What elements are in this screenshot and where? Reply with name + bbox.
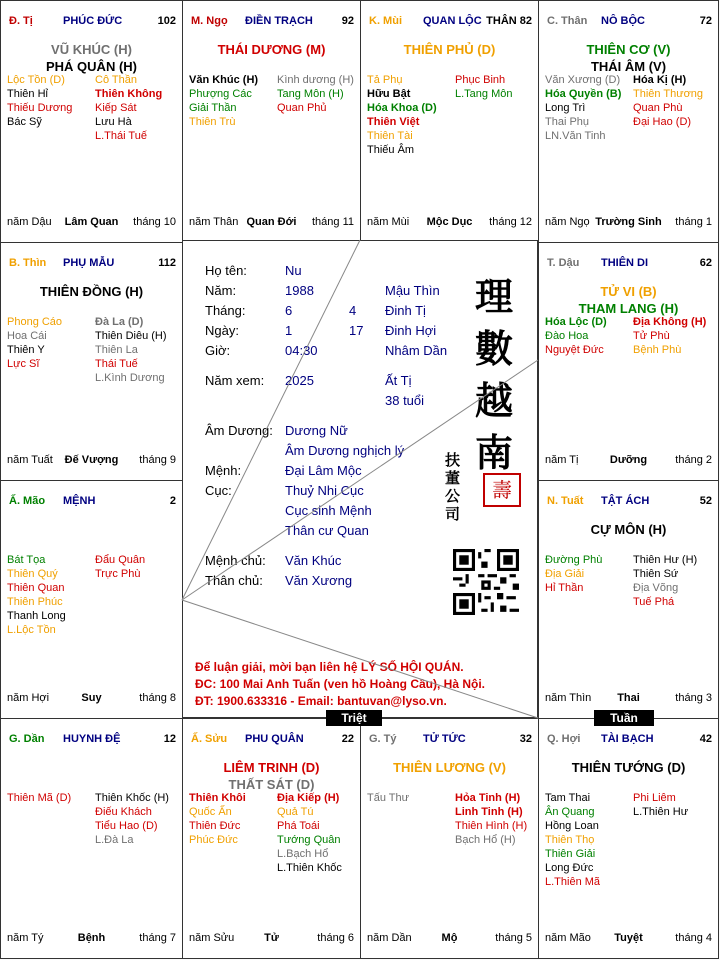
palace-footer <box>545 692 712 706</box>
footer-year: năm Sửu <box>189 932 235 944</box>
palace-name: ĐIỀN TRẠCH <box>245 15 313 27</box>
footer-year: năm Ngọ <box>545 216 590 228</box>
label-ngay: Ngày: <box>205 323 239 338</box>
value-ngay-am-num: 17 <box>349 323 364 338</box>
triet-marker: Triệt <box>326 710 382 726</box>
label-thang: Tháng: <box>205 303 246 318</box>
minor-star: Đường Phù <box>545 554 603 566</box>
label-than-chu: Thân chủ: <box>205 573 263 588</box>
minor-star: Đẩu Quân <box>95 554 146 566</box>
calligraphy-char: 南 <box>475 430 514 475</box>
minor-star: Đào Hoa <box>545 330 589 342</box>
palace-header <box>547 495 712 509</box>
palace-cell[interactable] <box>0 480 183 719</box>
star-column-left <box>545 553 631 595</box>
contact-line-2: ĐC: 100 Mai Anh Tuấn (ven hồ Hoàng Cầu), Hà Nội. <box>195 677 486 691</box>
footer-phase: Quan Đới <box>246 216 297 228</box>
value-ho-ten: Nu <box>285 263 302 278</box>
value-thang-am-num: 4 <box>349 303 357 318</box>
minor-star: L.Thiên Mã <box>545 876 601 888</box>
minor-star: Thai Phụ <box>545 116 590 128</box>
minor-star: Bác Sỹ <box>7 116 42 128</box>
label-menh-chu: Mệnh chủ: <box>205 553 266 568</box>
main-star: THIÊN ĐỒNG (H) <box>39 284 144 299</box>
footer-phase: Lâm Quan <box>64 216 119 228</box>
minor-star: Địa Không (H) <box>633 316 707 328</box>
footer-year: năm Dần <box>367 932 412 944</box>
star-column-left <box>189 791 275 847</box>
palace-footer <box>545 216 712 230</box>
minor-star: Thiên Giải <box>545 848 596 860</box>
contact-line-1: Để luận giải, mời bạn liên hệ LÝ SỐ HỘI QUÁN. <box>195 660 464 674</box>
palace-header <box>369 15 532 29</box>
main-star: LIÊM TRINH (D) <box>223 760 320 775</box>
star-column-left <box>189 73 275 129</box>
minor-star: Thiên Khôi <box>189 792 246 804</box>
main-star: THIÊN PHỦ (D) <box>403 42 496 57</box>
minor-star: Hóa Khoa (D) <box>367 102 437 114</box>
palace-footer <box>7 216 176 230</box>
main-stars <box>183 759 360 793</box>
minor-star: Tam Thai <box>545 792 591 804</box>
minor-star: Tang Môn (H) <box>277 88 344 100</box>
palace-name: TẬT ÁCH <box>601 495 650 507</box>
value-nam-xem: 2025 <box>285 373 314 388</box>
palace-cell[interactable] <box>0 718 183 959</box>
palace-cell[interactable] <box>182 0 361 243</box>
main-star: VŨ KHÚC (H) <box>51 42 132 57</box>
minor-star: Bệnh Phù <box>633 344 682 356</box>
minor-star: Điếu Khách <box>95 806 152 818</box>
minor-star: Giải Thần <box>189 102 237 114</box>
minor-star: Địa Võng <box>633 582 679 594</box>
palace-cell[interactable] <box>0 0 183 243</box>
minor-star: Thiên Không <box>95 88 163 100</box>
palace-position: K. Mùi <box>369 15 402 27</box>
minor-star: L.Kình Dương <box>95 372 165 384</box>
main-star: TỬ VI (B) <box>600 284 657 299</box>
minor-star: Lộc Tồn (D) <box>7 74 65 86</box>
star-column-left <box>545 791 631 889</box>
minor-star: Thiên Hư (H) <box>633 554 698 566</box>
minor-star: LN.Văn Tinh <box>545 130 606 142</box>
label-am-duong: Âm Dương: <box>205 423 273 438</box>
palace-header <box>191 733 354 747</box>
contact-line-3[interactable]: ĐT: 1900.633316 - Email: bantuvan@lyso.vn. <box>195 694 447 708</box>
minor-star: L.Thiên Hư <box>633 806 689 818</box>
palace-name: NÔ BỘC <box>601 15 645 27</box>
minor-star: Trực Phù <box>95 568 141 580</box>
palace-cell[interactable] <box>538 718 719 959</box>
palace-name: TÀI BẠCH <box>601 733 654 745</box>
palace-number: 52 <box>699 495 712 507</box>
minor-star: Hỉ Thần <box>545 582 584 594</box>
minor-star: Lực Sĩ <box>7 358 40 370</box>
palace-header <box>547 15 712 29</box>
label-cuc: Cục: <box>205 483 232 498</box>
value-ngay-am: Đinh Hợi <box>385 323 437 338</box>
minor-star: Thiên La <box>95 344 138 356</box>
red-seal-stamp: 壽 <box>483 473 521 507</box>
palace-position: Ấ. Mão <box>9 495 46 507</box>
palace-position: G. Tý <box>369 733 397 745</box>
minor-star: Thiên Trù <box>189 116 236 128</box>
footer-month: tháng 3 <box>675 692 712 704</box>
value-thang-am: Đinh Tị <box>385 303 426 318</box>
palace-footer <box>7 932 176 946</box>
palace-cell[interactable] <box>538 242 719 481</box>
palace-position: G. Dần <box>9 733 45 745</box>
minor-star: Tuế Phá <box>633 596 675 608</box>
minor-star: Địa Giải <box>545 568 585 580</box>
palace-number: 102 <box>157 15 176 27</box>
star-column-right <box>633 73 719 129</box>
minor-star: Bạch Hổ (H) <box>455 834 516 846</box>
star-column-left <box>7 315 93 371</box>
main-star: THIÊN TƯỚNG (D) <box>571 760 686 775</box>
minor-star: Hữu Bật <box>367 88 411 100</box>
minor-star: Cô Thần <box>95 74 137 86</box>
palace-header <box>369 733 532 747</box>
palace-header <box>9 257 176 271</box>
footer-phase: Dưỡng <box>609 454 648 466</box>
star-column-left <box>367 73 453 157</box>
minor-star: Thiên Phúc <box>7 596 63 608</box>
palace-number: 42 <box>699 733 712 745</box>
minor-star: Kiếp Sát <box>95 102 137 114</box>
star-column-right <box>95 791 181 847</box>
palace-footer <box>7 454 176 468</box>
minor-star: L.Bạch Hổ <box>277 848 329 860</box>
palace-name: QUAN LỘC <box>423 15 482 27</box>
star-column-right <box>633 315 719 357</box>
palace-position: N. Tuất <box>547 495 584 507</box>
minor-star: Hồng Loan <box>545 820 599 832</box>
main-star: PHÁ QUÂN (H) <box>46 59 137 74</box>
minor-star: Thiên Thọ <box>545 834 595 846</box>
value-am-duong-2: Âm Dương nghịch lý <box>285 443 405 458</box>
palace-footer <box>367 216 532 230</box>
minor-star: Bát Tọa <box>7 554 46 566</box>
value-nam-xem-am: Ất Tị <box>385 373 412 388</box>
value-cuc-2: Cục sinh Mệnh <box>285 503 372 518</box>
palace-header <box>191 15 354 29</box>
value-cuc-3: Thân cư Quan <box>285 523 369 538</box>
main-star: THÁI DƯƠNG (M) <box>217 42 326 57</box>
minor-star: L.Đà La <box>95 834 134 846</box>
minor-star: Long Trì <box>545 102 586 114</box>
footer-month: tháng 4 <box>675 932 712 944</box>
value-ngay-duong: 1 <box>285 323 293 338</box>
minor-star: L.Thiên Khốc <box>277 862 342 874</box>
minor-star: Thiên Tài <box>367 130 413 142</box>
palace-name: HUYNH ĐỆ <box>63 733 121 745</box>
value-gio-am: Nhâm Dần <box>385 343 448 358</box>
minor-star: Phục Binh <box>455 74 506 86</box>
main-stars <box>183 41 360 58</box>
palace-header <box>9 495 176 509</box>
footer-year: năm Dậu <box>7 216 52 228</box>
contact-block <box>195 659 535 710</box>
main-star: THẤT SÁT (D) <box>228 777 315 792</box>
palace-header <box>9 733 176 747</box>
footer-year: năm Mùi <box>367 216 410 228</box>
palace-number: 32 <box>519 733 532 745</box>
palace-cell[interactable] <box>538 0 719 243</box>
main-star: THIÊN LƯƠNG (V) <box>393 760 506 775</box>
minor-star: L.Tang Môn <box>455 88 513 100</box>
star-column-right <box>455 73 539 101</box>
footer-phase: Suy <box>81 692 102 704</box>
star-column-left <box>545 73 631 143</box>
palace-name: MỆNH <box>63 495 96 507</box>
value-than-chu: Văn Xương <box>285 573 353 588</box>
footer-year: năm Tị <box>545 454 579 466</box>
value-thang-duong: 6 <box>285 303 293 318</box>
main-stars <box>361 41 538 58</box>
main-star: THIÊN CƠ (V) <box>586 42 671 57</box>
label-nam: Năm: <box>205 283 237 298</box>
star-column-left <box>7 73 93 129</box>
footer-month: tháng 7 <box>139 932 176 944</box>
palace-name: PHU QUÂN <box>245 733 304 745</box>
minor-star: Đại Hao (D) <box>633 116 692 128</box>
minor-star: Quan Phủ <box>277 102 327 114</box>
minor-star: Lưu Hà <box>95 116 132 128</box>
minor-star: Tử Phù <box>633 330 670 342</box>
minor-star: Thiên Thương <box>633 88 704 100</box>
palace-header <box>9 15 176 29</box>
main-star: THÁI ÂM (V) <box>590 59 667 74</box>
star-column-right <box>95 315 181 385</box>
minor-star: Thiên Diêu (H) <box>95 330 167 342</box>
label-nam-xem: Năm xem: <box>205 373 265 388</box>
star-column-right <box>455 791 539 847</box>
minor-star: Hóa Quyền (B) <box>545 88 622 100</box>
palace-number: 72 <box>699 15 712 27</box>
minor-star: Hóa Kị (H) <box>633 74 687 86</box>
palace-footer <box>545 932 712 946</box>
minor-star: Tấu Thư <box>367 792 410 804</box>
value-cuc: Thuỷ Nhị Cục <box>285 483 364 498</box>
minor-star: Tiểu Hao (D) <box>95 820 158 832</box>
palace-number: 22 <box>341 733 354 745</box>
palace-name: THIÊN DI <box>601 257 649 269</box>
palace-position: C. Thân <box>547 15 588 27</box>
minor-star: L.Thái Tuế <box>95 130 147 142</box>
calligraphy-logo <box>475 271 513 479</box>
footer-month: tháng 10 <box>133 216 176 228</box>
minor-star: Đà La (D) <box>95 316 144 328</box>
star-column-right <box>633 553 719 609</box>
minor-star: Tả Phụ <box>367 74 403 86</box>
minor-star: Thiếu Dương <box>7 102 73 114</box>
minor-star: Văn Xương (D) <box>545 74 621 86</box>
minor-star: Thiên Quý <box>7 568 58 580</box>
footer-year: năm Thìn <box>545 692 592 704</box>
palace-cell[interactable] <box>0 242 183 481</box>
star-column-right <box>95 553 181 581</box>
main-stars <box>539 41 718 75</box>
footer-phase: Đế Vượng <box>64 454 119 466</box>
footer-month: tháng 11 <box>311 216 354 228</box>
minor-star: Địa Kiếp (H) <box>277 792 340 804</box>
palace-position: T. Dậu <box>547 257 580 269</box>
star-column-right <box>95 73 181 143</box>
palace-footer <box>7 692 176 706</box>
footer-month: tháng 5 <box>495 932 532 944</box>
footer-phase: Mộ <box>441 932 458 944</box>
minor-star: Thiên Đức <box>189 820 241 832</box>
minor-star: Văn Khúc (H) <box>189 74 259 86</box>
palace-number: 92 <box>341 15 354 27</box>
palace-footer <box>189 216 354 230</box>
star-column-left <box>7 791 93 805</box>
minor-star: Phá Toái <box>277 820 320 832</box>
footer-year: năm Mão <box>545 932 591 944</box>
minor-star: Phúc Đức <box>189 834 238 846</box>
palace-cell[interactable] <box>182 718 361 959</box>
value-nam-am: Mậu Thìn <box>385 283 440 298</box>
calligraphy-char: 理 <box>475 274 514 319</box>
calligraphy-char: 越 <box>475 378 514 423</box>
footer-phase: Tử <box>264 932 279 944</box>
palace-position: Đ. Tị <box>9 15 33 27</box>
label-menh: Mệnh: <box>205 463 242 478</box>
footer-month: tháng 9 <box>139 454 176 466</box>
minor-star: Quả Tú <box>277 806 314 818</box>
minor-star: Phi Liêm <box>633 792 676 804</box>
palace-header <box>547 257 712 271</box>
palace-position: B. Thìn <box>9 257 47 269</box>
footer-year: năm Tuất <box>7 454 53 466</box>
small-calligraphy: 扶 董 公 司 <box>445 451 461 523</box>
footer-phase: Mộc Dục <box>426 216 473 228</box>
palace-footer <box>545 454 712 468</box>
palace-number: 112 <box>158 257 176 269</box>
footer-phase: Trường Sinh <box>595 216 662 228</box>
star-column-right <box>277 791 361 875</box>
star-column-left <box>367 791 453 805</box>
minor-star: Hoa Cái <box>7 330 47 342</box>
main-stars <box>539 283 718 317</box>
minor-star: Hỏa Tinh (H) <box>455 792 521 804</box>
calligraphy-char: 數 <box>475 326 514 371</box>
value-tuoi: 38 tuổi <box>385 393 425 408</box>
palace-number: 2 <box>169 495 176 507</box>
palace-name: TỬ TỨC <box>423 733 466 745</box>
minor-star: Ân Quang <box>545 806 595 818</box>
minor-star: Thiên Mã (D) <box>7 792 72 804</box>
footer-month: tháng 12 <box>489 216 532 228</box>
minor-star: Linh Tinh (H) <box>455 806 523 818</box>
main-stars <box>1 41 182 75</box>
minor-star: Thiên Việt <box>367 116 420 128</box>
minor-star: Phong Cáo <box>7 316 63 328</box>
minor-star: Hóa Lộc (D) <box>545 316 607 328</box>
footer-month: tháng 2 <box>675 454 712 466</box>
palace-position: Ấ. Sửu <box>191 733 228 745</box>
footer-month: tháng 6 <box>317 932 354 944</box>
minor-star: Phượng Các <box>189 88 252 100</box>
footer-phase: Bệnh <box>77 932 106 944</box>
footer-year: năm Thân <box>189 216 239 228</box>
main-stars <box>361 759 538 776</box>
palace-position: M. Ngọ <box>191 15 228 27</box>
palace-footer <box>189 932 354 946</box>
main-stars <box>539 759 718 776</box>
minor-star: L.Lộc Tồn <box>7 624 56 636</box>
palace-cell[interactable] <box>360 718 539 959</box>
minor-star: Thiên Quan <box>7 582 65 594</box>
minor-star: Nguyệt Đức <box>545 344 604 356</box>
center-info-panel <box>182 240 538 718</box>
footer-month: tháng 8 <box>139 692 176 704</box>
palace-footer <box>367 932 532 946</box>
value-gio: 04:30 <box>285 343 318 358</box>
footer-month: tháng 1 <box>675 216 712 228</box>
footer-year: năm Tý <box>7 932 44 944</box>
star-column-left <box>7 553 93 637</box>
footer-phase: Thai <box>617 692 640 704</box>
minor-star: Thanh Long <box>7 610 66 622</box>
minor-star: Thiên Hình (H) <box>455 820 528 832</box>
tuan-marker: Tuần <box>594 710 654 726</box>
main-star: THAM LANG (H) <box>578 301 679 316</box>
minor-star: Thái Tuế <box>95 358 138 370</box>
minor-star: Quan Phù <box>633 102 683 114</box>
palace-header <box>547 733 712 747</box>
minor-star: Long Đức <box>545 862 594 874</box>
palace-number: THÂN 82 <box>486 15 532 27</box>
minor-star: Thiên Sứ <box>633 568 679 580</box>
minor-star: Thiên Y <box>7 344 45 356</box>
star-column-right <box>277 73 361 115</box>
footer-phase: Tuyệt <box>614 932 643 944</box>
value-menh-chu: Văn Khúc <box>285 553 342 568</box>
minor-star: Thiên Khốc (H) <box>95 792 169 804</box>
minor-star: Kình dương (H) <box>277 74 354 86</box>
minor-star: Thiên Hỉ <box>7 88 48 100</box>
label-gio: Giờ: <box>205 343 231 358</box>
main-stars <box>1 283 182 300</box>
minor-star: Quốc Ấn <box>189 806 232 818</box>
palace-number: 12 <box>163 733 176 745</box>
palace-cell[interactable] <box>360 0 539 243</box>
value-menh: Đại Lâm Mộc <box>285 463 362 478</box>
minor-star: Tướng Quân <box>277 834 341 846</box>
qr-code[interactable] <box>453 549 519 615</box>
footer-year: năm Hợi <box>7 692 50 704</box>
palace-name: PHÚC ĐỨC <box>63 15 123 27</box>
palace-cell[interactable] <box>538 480 719 719</box>
value-am-duong: Dương Nữ <box>285 423 348 438</box>
main-star: CỰ MÔN (H) <box>590 522 667 537</box>
value-nam-duong: 1988 <box>285 283 314 298</box>
minor-star: Thiếu Âm <box>367 144 415 156</box>
palace-name: PHỤ MẪU <box>63 257 115 269</box>
star-column-left <box>545 315 631 357</box>
palace-position: Q. Hợi <box>547 733 581 745</box>
main-stars <box>539 521 718 538</box>
label-ho-ten: Họ tên: <box>205 263 247 278</box>
star-column-right <box>633 791 719 819</box>
palace-number: 62 <box>699 257 712 269</box>
